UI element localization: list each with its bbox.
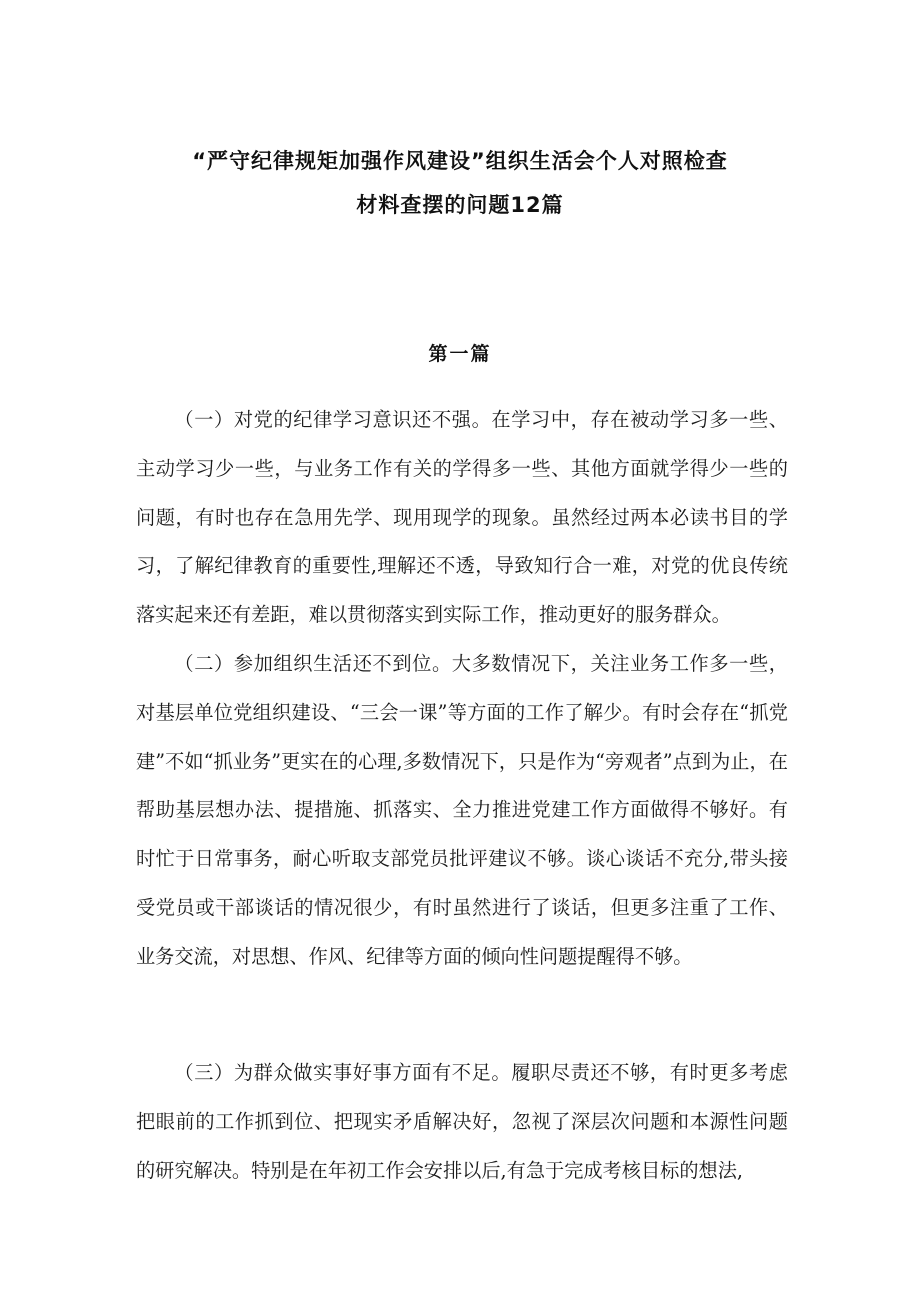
paragraph-1: （一）对党的纪律学习意识还不强。在学习中，存在被动学习多一些、主动学习少一些，与业务工作有关的学得多一些、其他方面就学得少一些的问题，有时也存在急用先学、现用现学的现象。虽然经过两本必读书目的学习，了解纪律教育的重要性,理解还不透，导致知行合一难，对党的优良传统落实起来还有差距，难以贯彻落实到实际工作，推动更好的服务群众。 <box>136 408 788 627</box>
document-title-line-2: 材料查摆的问题12篇 <box>356 193 564 217</box>
paragraph-2: （二）参加组织生活还不到位。大多数情况下，关注业务工作多一些，对基层单位党组织建设、“三会一课”等方面的工作了解少。有时会存在“抓党建”不如“抓业务”更实在的心理,多数情况下，只是作为“旁观者”点到为止，在帮助基层想办法、提措施、抓落实、全力推进党建工作方面做得不够好。有时忙于日常事务，耐心听取支部党员批评建议不够。谈心谈话不充分,带头接受党员或干部谈话的情况很少，有时虽然进行了谈话，但更多注重了工作、业务交流，对思想、作风、纪律等方面的倾向性问题提醒得不够。 <box>136 652 788 968</box>
section-heading: 第一篇 <box>428 343 492 365</box>
paragraph-3: （三）为群众做实事好事方面有不足。履职尽责还不够，有时更多考虑把眼前的工作抓到位、把现实矛盾解决好，忽视了深层次问题和本源性问题的研究解决。特别是在年初工作会安排以后,有急于完成考核目标的想法, <box>136 1061 788 1182</box>
document-title-line-1: “严守纪律规矩加强作风建设”组织生活会个人对照检查 <box>192 149 728 173</box>
